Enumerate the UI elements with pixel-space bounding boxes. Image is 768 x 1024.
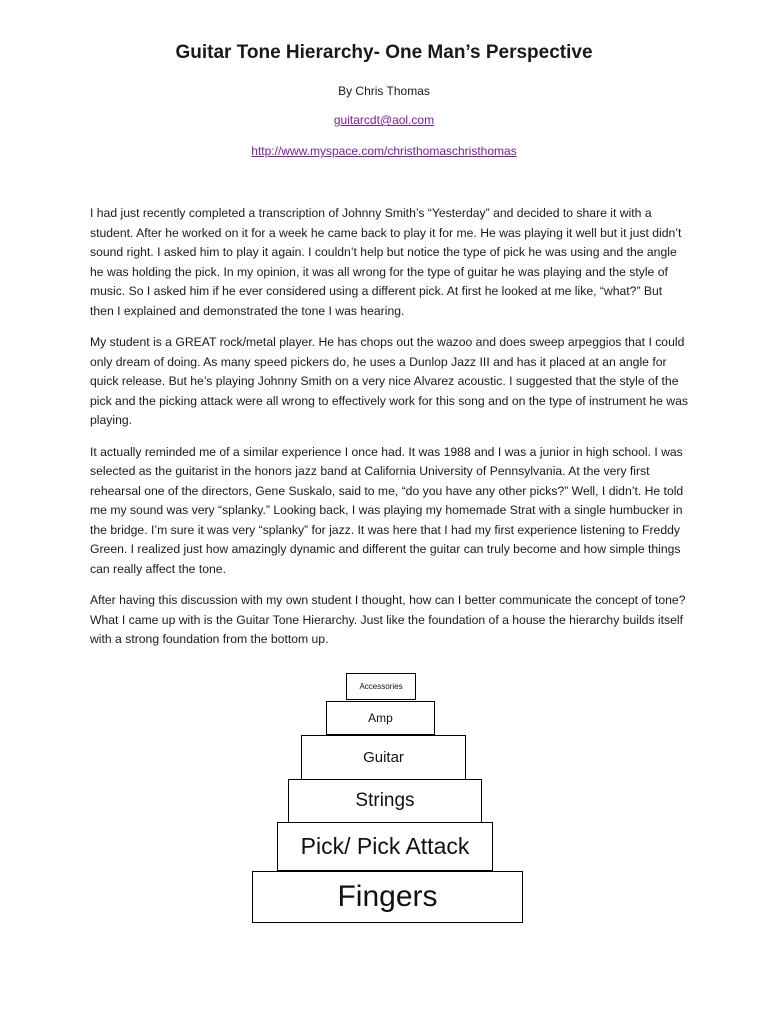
paragraph-1: I had just recently completed a transcription of Johnny Smith’s “Yesterday” and decided to share it with a student. After he worked on it for a week he came back to play it for me. He was playing it well but it just didn’t sound right. I asked him to play it again. I couldn’t help but notice the type of pick he was using and the angle he was holding the pick. In my opinion, it was all wrong for the type of guitar he was playing and the style of music. So I asked him if he ever considered using a different pick. At first he looked at me like, “what?” But then I explained and demonstrated the tone I was hearing. [90,206,682,318]
tier-guitar: Guitar [301,735,466,780]
article-body [90,204,688,662]
url-line [0,144,768,158]
email-link[interactable]: guitarcdt@aol.com [333,113,435,127]
email-line [0,113,768,127]
tier-fingers: Fingers [252,871,523,923]
paragraph-3: It actually reminded me of a similar experience I once had. It was 1988 and I was a junior in high school. I was selected as the guitarist in the honors jazz band at California University of Pennsylvania. At the very first rehearsal one of the directors, Gene Suskalo, said to me, “do you have any other picks?” Well, I didn’t. He told me my sound was very “splanky.” Looking back, I was playing my homemade Strat with a single humbucker in the bridge. I’m sure it was very “splanky” for jazz. It was here that I had my first experience listening to Freddy Green. I realized just how amazingly dynamic and different the guitar can truly become and how simple things can really affect the tone. [90,444,684,576]
tier-amp: Amp [326,701,435,735]
author-byline: By Chris Thomas [338,84,430,98]
website-link[interactable]: http://www.myspace.com/christhomaschristhomas [251,144,517,158]
tier-pick-attack: Pick/ Pick Attack [277,822,493,871]
paragraph-2: My student is a GREAT rock/metal player. He has chops out the wazoo and does sweep arpeggios that I could only dream of doing. As many speed pickers do, he uses a Dunlop Jazz III and has it placed at an angle for quick release. But he’s playing Johnny Smith on a very nice Alvarez acoustic. I suggested that the style of the pick and the picking attack were all wrong to effectively work for this song and on the type of instrument he was playing. [90,335,688,427]
paragraph-4: After having this discussion with my own student I thought, how can I better communicate the concept of tone? What I came up with is the Guitar Tone Hierarchy. Just like the foundation of a house the hierarchy builds itself with a strong foundation from the bottom up. [90,593,686,646]
page-title: Guitar Tone Hierarchy- One Man’s Perspective [175,42,593,63]
tier-accessories: Accessories [346,673,416,700]
tier-strings: Strings [288,779,482,823]
